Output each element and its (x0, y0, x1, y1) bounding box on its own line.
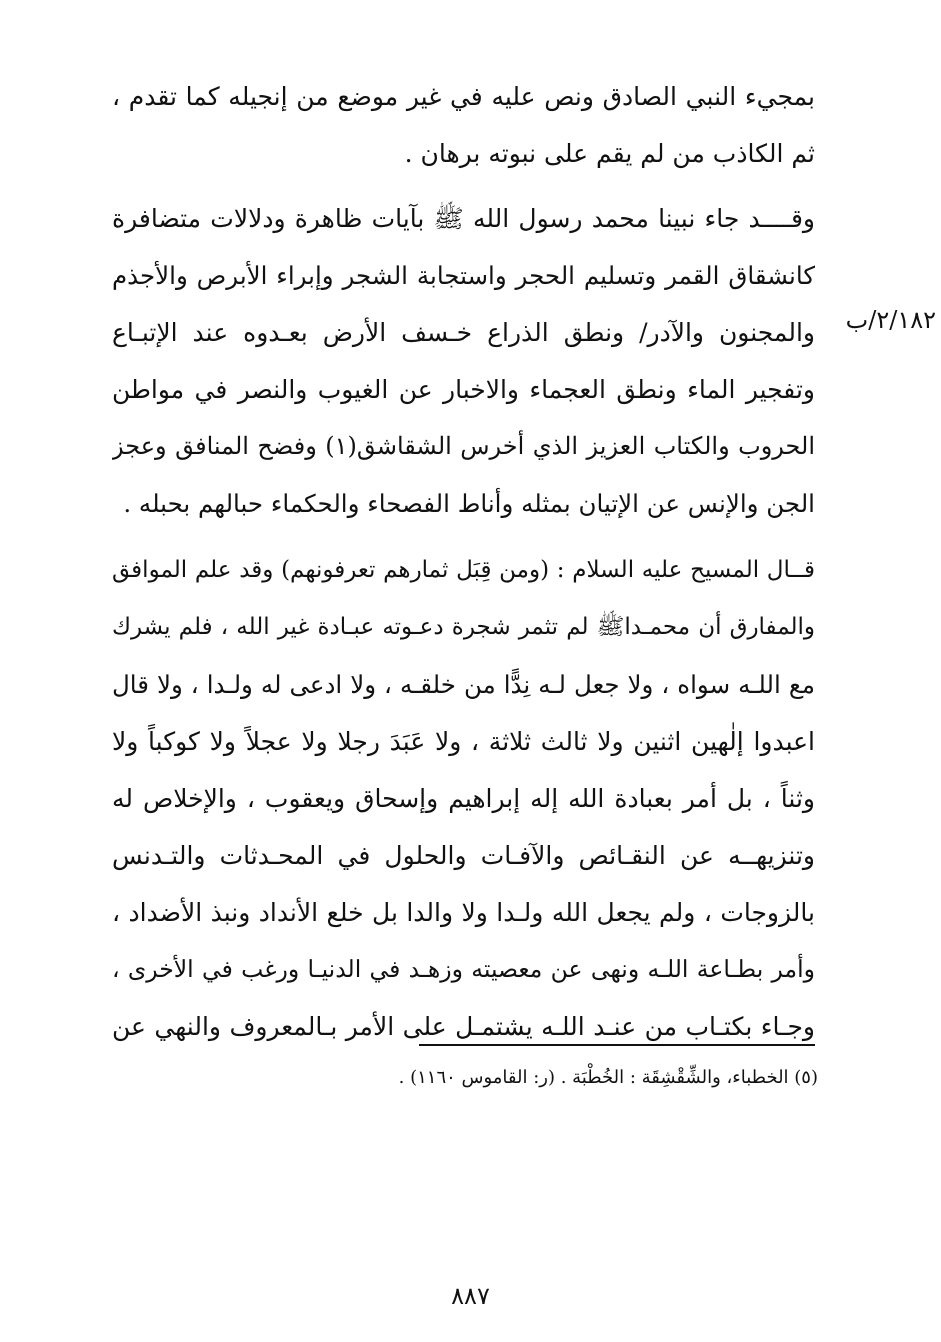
paragraph-3 (112, 542, 815, 1055)
text-line: وقــــد جاء نبينا محمد رسول الله ﷺ بآيات ظاهرة ودلالات متضافرة (112, 204, 815, 233)
footnote-divider (419, 1044, 815, 1046)
text-line: ثم الكاذب من لم يقم على نبوته برهان . (404, 139, 815, 168)
footnote: (٥) الخطباء، والشِّقْشِقَة : الخُطْبَة . (ر: القاموس ١١٦٠) . (398, 1067, 818, 1088)
text-line: الجن والإنس عن الإتيان بمثله وأناط الفصحاء والحكماء حبالهم بحبله . (123, 489, 815, 518)
text-line: بالزوجات ، ولم يجعل الله ولـدا ولا والدا بل خلع الأنداد ونبذ الأضداد ، (112, 898, 815, 927)
text-line: وتفجير الماء ونطق العجماء والاخبار عن الغيوب والنصر في مواطن (112, 375, 815, 404)
page-number: ٨٨٧ (451, 1282, 490, 1310)
text-line: وجـاء بكتـاب من عنـد اللـه يشتمـل على الأمر بـالمعروف والنهي عن (112, 1012, 815, 1041)
text-line: وثناً ، بل أمر بعبادة الله إله إبراهيم وإسحاق ويعقوب ، والإخلاص له (112, 784, 815, 813)
text-line: الحروب والكتاب العزيز الذي أخرس الشقاشق(١) وفضح المنافق وعجز (112, 432, 815, 460)
main-text (112, 68, 815, 1055)
text-line: مع اللـه سواه ، ولا جعل لـه نِدًّا من خلقـه ، ولا ادعى له ولـدا ، ولا قال (112, 670, 815, 699)
text-line: بمجيء النبي الصادق ونص عليه في غير موضع من إنجيله كما تقدم ، (112, 82, 815, 111)
text-line: وتنزيهــه عن النقـائص والآفـات والحلول في المحـدثات والتـدنس (112, 841, 815, 870)
text-line: والمفارق أن محمـداﷺ لم تثمر شجرة دعـوته عبـادة غير الله ، فلم يشرك (112, 614, 815, 640)
paragraph-2 (112, 190, 815, 532)
paragraph-1 (112, 68, 815, 182)
text-line: اعبدوا إلٰهين اثنين ولا ثالث ثلاثة ، ولا عَبَدَ رجلا ولا عجلاً ولا كوكباً ولا (112, 727, 815, 756)
manuscript-folio-note: ٢/١٨٢/ب (845, 306, 936, 334)
text-line: وأمر بطـاعة اللـه ونهى عن معصيته وزهـد في الدنيـا ورغب في الأخرى ، (112, 955, 815, 983)
text-line: قــال المسيح عليه السلام : (ومن قِبَل ثمارهم تعرفونهم) وقد علم الموافق (112, 557, 815, 583)
text-line: والمجنون والآدر/ ونطق الذراع خـسف الأرض بعـدوه عند الإتبـاع (112, 318, 815, 347)
text-line: كانشقاق القمر وتسليم الحجر واستجابة الشجر وإبراء الأبرص والأجذم (112, 261, 815, 290)
